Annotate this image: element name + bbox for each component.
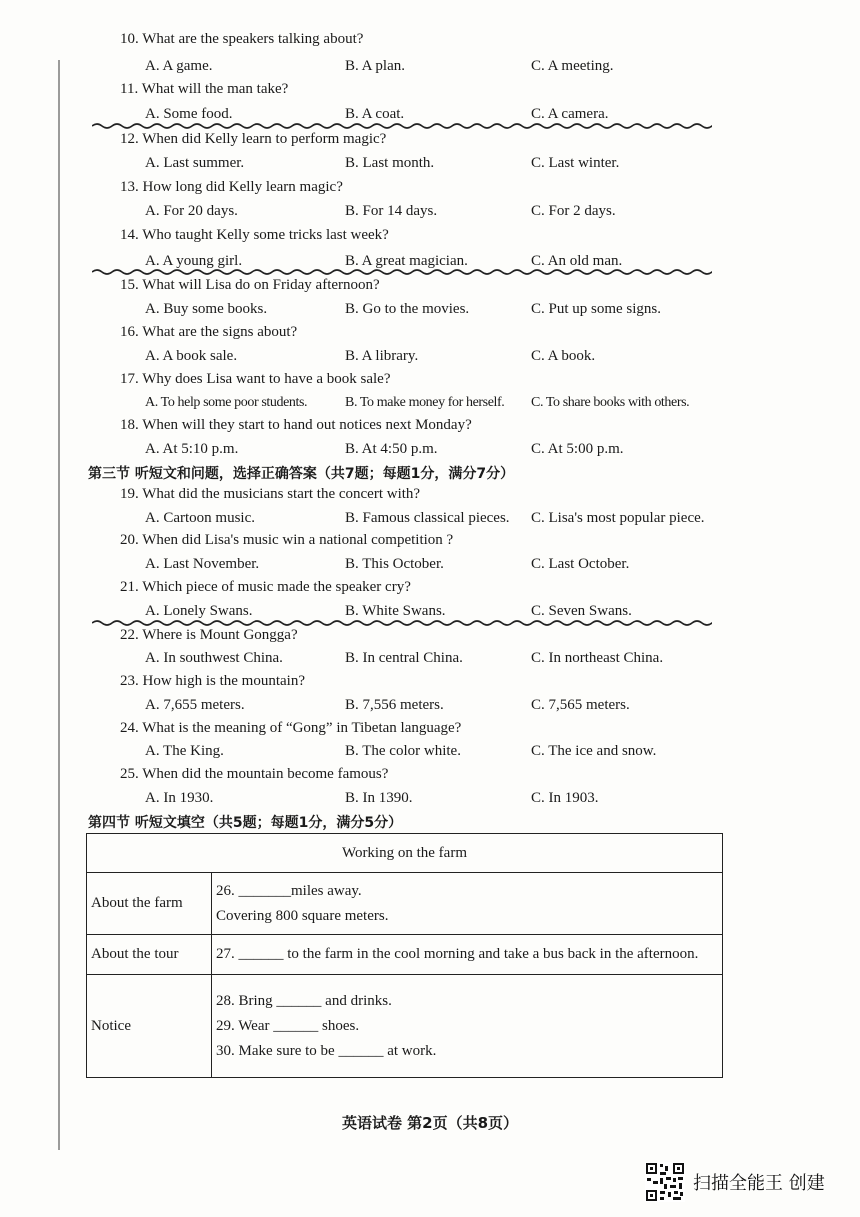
option-b: B. At 4:50 p.m. [345, 441, 438, 457]
option-b: B. Last month. [345, 155, 435, 171]
question-18: 18. When will they start to hand out notices next Monday? [120, 417, 472, 433]
option-a: A. To help some poor students. [145, 395, 308, 410]
option-b: B. For 14 days. [345, 203, 438, 219]
option-a: A. In southwest China. [145, 650, 283, 666]
option-b: B. This October. [345, 556, 444, 572]
option-b: B. Go to the movies. [345, 301, 470, 317]
scanner-watermark [645, 1162, 825, 1202]
table-row [87, 935, 723, 975]
options-17 [145, 395, 745, 417]
question-12: 12. When did Kelly learn to perform magic? [120, 131, 387, 147]
option-a: A. A game. [145, 58, 213, 74]
option-a: A. Last summer. [145, 155, 245, 171]
option-a: A. Lonely Swans. [145, 603, 253, 619]
option-b: B. A library. [345, 348, 419, 364]
options-22 [145, 650, 745, 672]
options-25 [145, 790, 745, 812]
option-c: C. To share books with others. [531, 395, 690, 410]
option-a: A. Last November. [145, 556, 260, 572]
option-b: B. 7,556 meters. [345, 697, 444, 713]
option-c: C. 7,565 meters. [531, 697, 630, 713]
question-25: 25. When did the mountain become famous? [120, 766, 389, 782]
table-row [87, 873, 723, 935]
wavy-divider [92, 268, 712, 276]
options-19 [145, 510, 745, 532]
row-label: About the farm [87, 873, 212, 935]
options-10 [145, 58, 745, 80]
options-18 [145, 441, 745, 463]
table-row [87, 975, 723, 1078]
option-a: A. Cartoon music. [145, 510, 255, 526]
option-b: B. A plan. [345, 58, 406, 74]
options-16 [145, 348, 745, 370]
row-label: About the tour [87, 935, 212, 975]
option-c: C. A meeting. [531, 58, 614, 74]
option-c: C. Put up some signs. [531, 301, 662, 317]
wavy-divider [92, 619, 712, 627]
wavy-divider [92, 122, 712, 130]
option-c: C. For 2 days. [531, 203, 616, 219]
option-b: B. To make money for herself. [345, 395, 505, 410]
question-20: 20. When did Lisa's music win a national competition ? [120, 532, 454, 548]
question-14: 14. Who taught Kelly some tricks last week? [120, 227, 389, 243]
row-label: Notice [87, 975, 212, 1078]
option-c: C. A camera. [531, 106, 609, 122]
option-b: B. In central China. [345, 650, 463, 666]
option-c: C. The ice and snow. [531, 743, 657, 759]
question-22: 22. Where is Mount Gongga? [120, 627, 298, 643]
section-3-heading: 第三节 听短文和问题，选择正确答案（共7题；每题1分，满分7分） [88, 466, 515, 482]
question-16: 16. What are the signs about? [120, 324, 298, 340]
option-c: C. In northeast China. [531, 650, 664, 666]
option-c: C. At 5:00 p.m. [531, 441, 624, 457]
table-header: Working on the farm [87, 834, 723, 873]
option-a: A. For 20 days. [145, 203, 238, 219]
option-a: A. At 5:10 p.m. [145, 441, 239, 457]
option-b: B. The color white. [345, 743, 461, 759]
question-15: 15. What will Lisa do on Friday afternoon? [120, 277, 380, 293]
scan-edge-line [58, 60, 60, 1150]
row-content: 27. ______ to the farm in the cool morning and take a bus back in the afternoon. [212, 935, 723, 975]
page-footer: 英语试卷 第2页（共8页） [341, 1114, 519, 1132]
option-a: A. A book sale. [145, 348, 238, 364]
question-11: 11. What will the man take? [120, 81, 289, 97]
options-15 [145, 301, 745, 323]
option-a: A. A young girl. [145, 253, 243, 269]
question-23: 23. How high is the mountain? [120, 673, 305, 689]
option-a: A. Some food. [145, 106, 233, 122]
option-c: C. Lisa's most popular piece. [531, 510, 705, 526]
option-a: A. The King. [145, 743, 224, 759]
option-c: C. In 1903. [531, 790, 599, 806]
question-24: 24. What is the meaning of “Gong” in Tibetan language? [120, 720, 462, 736]
option-b: B. In 1390. [345, 790, 413, 806]
options-20 [145, 556, 745, 578]
option-b: B. White Swans. [345, 603, 446, 619]
option-b: B. Famous classical pieces. [345, 510, 510, 526]
options-23 [145, 697, 745, 719]
option-a: A. Buy some books. [145, 301, 268, 317]
options-24 [145, 743, 745, 765]
option-c: C. Seven Swans. [531, 603, 632, 619]
option-c: C. An old man. [531, 253, 623, 269]
row-content: 26. _______miles away. Covering 800 square meters. [212, 873, 723, 935]
question-19: 19. What did the musicians start the concert with? [120, 486, 421, 502]
options-12 [145, 155, 745, 177]
question-17: 17. Why does Lisa want to have a book sale? [120, 371, 391, 387]
question-10: 10. What are the speakers talking about? [120, 31, 364, 47]
row-content: 28. Bring ______ and drinks. 29. Wear ______ shoes. 30. Make sure to be ______ at work. [212, 975, 723, 1078]
option-c: C. Last October. [531, 556, 630, 572]
qr-code-icon [645, 1162, 685, 1202]
option-c: C. A book. [531, 348, 596, 364]
section-4-heading: 第四节 听短文填空（共5题；每题1分，满分5分） [88, 815, 403, 831]
option-b: B. A coat. [345, 106, 405, 122]
options-13 [145, 203, 745, 225]
option-a: A. 7,655 meters. [145, 697, 245, 713]
farm-info-table [86, 833, 723, 1078]
option-b: B. A great magician. [345, 253, 468, 269]
watermark-text: 扫描全能王 创建 [693, 1173, 825, 1194]
option-c: C. Last winter. [531, 155, 620, 171]
question-13: 13. How long did Kelly learn magic? [120, 179, 343, 195]
question-21: 21. Which piece of music made the speaker cry? [120, 579, 411, 595]
option-a: A. In 1930. [145, 790, 214, 806]
